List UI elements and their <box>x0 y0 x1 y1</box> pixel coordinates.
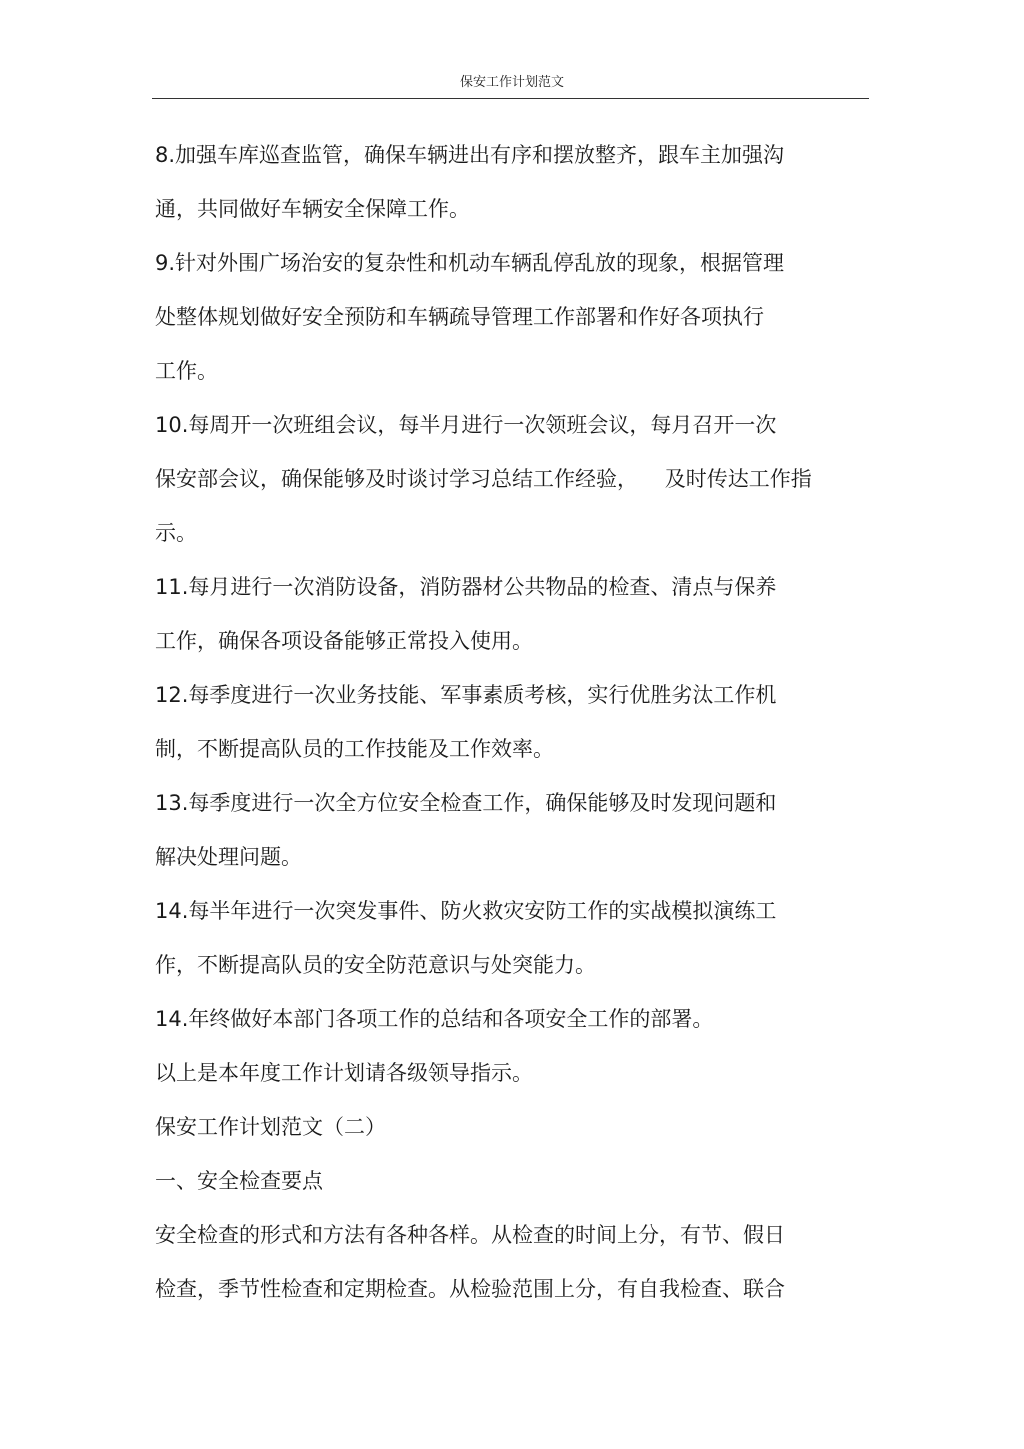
text-line: 作，不断提高队员的安全防范意识与处突能力。 <box>155 953 596 977</box>
text-line: 安全检查的形式和方法有各种各样。从检查的时间上分，有节、假日 <box>155 1223 785 1247</box>
page-header-title: 保安工作计划范文 <box>459 75 564 90</box>
section-heading: 一、安全检查要点 <box>155 1169 323 1193</box>
text-line: 通，共同做好车辆安全保障工作。 <box>155 197 470 221</box>
text-line: 12.每季度进行一次业务技能、军事素质考核，实行优胜劣汰工作机 <box>155 683 777 707</box>
text-line: 13.每季度进行一次全方位安全检查工作，确保能够及时发现问题和 <box>155 791 777 815</box>
text-line: 以上是本年度工作计划请各级领导指示。 <box>155 1061 533 1085</box>
header-divider <box>152 98 869 99</box>
text-line: 11.每月进行一次消防设备，消防器材公共物品的检查、清点与保养 <box>155 575 777 599</box>
section-title: 保安工作计划范文（二） <box>155 1115 386 1139</box>
text-line: 14.每半年进行一次突发事件、防火救灾安防工作的实战模拟演练工 <box>155 899 777 923</box>
text-line: 工作，确保各项设备能够正常投入使用。 <box>155 629 533 653</box>
text-line: 解决处理问题。 <box>155 845 302 869</box>
text-line: 10.每周开一次班组会议，每半月进行一次领班会议，每月召开一次 <box>155 413 777 437</box>
text-line: 保安部会议，确保能够及时谈讨学习总结工作经验， 及时传达工作指 <box>155 467 812 491</box>
text-line: 14.年终做好本部门各项工作的总结和各项安全工作的部署。 <box>155 1007 714 1031</box>
text-line: 处整体规划做好安全预防和车辆疏导管理工作部署和作好各项执行 <box>155 305 764 329</box>
text-line: 示。 <box>155 521 197 545</box>
text-line: 9.针对外围广场治安的复杂性和机动车辆乱停乱放的现象，根据管理 <box>155 251 785 275</box>
text-line: 工作。 <box>155 359 218 383</box>
text-line: 制，不断提高队员的工作技能及工作效率。 <box>155 737 554 761</box>
document-body <box>155 128 870 1316</box>
text-line: 检查，季节性检查和定期检查。从检验范围上分，有自我检查、联合 <box>155 1277 785 1301</box>
text-line: 8.加强车库巡查监管，确保车辆进出有序和摆放整齐，跟车主加强沟 <box>155 143 785 167</box>
